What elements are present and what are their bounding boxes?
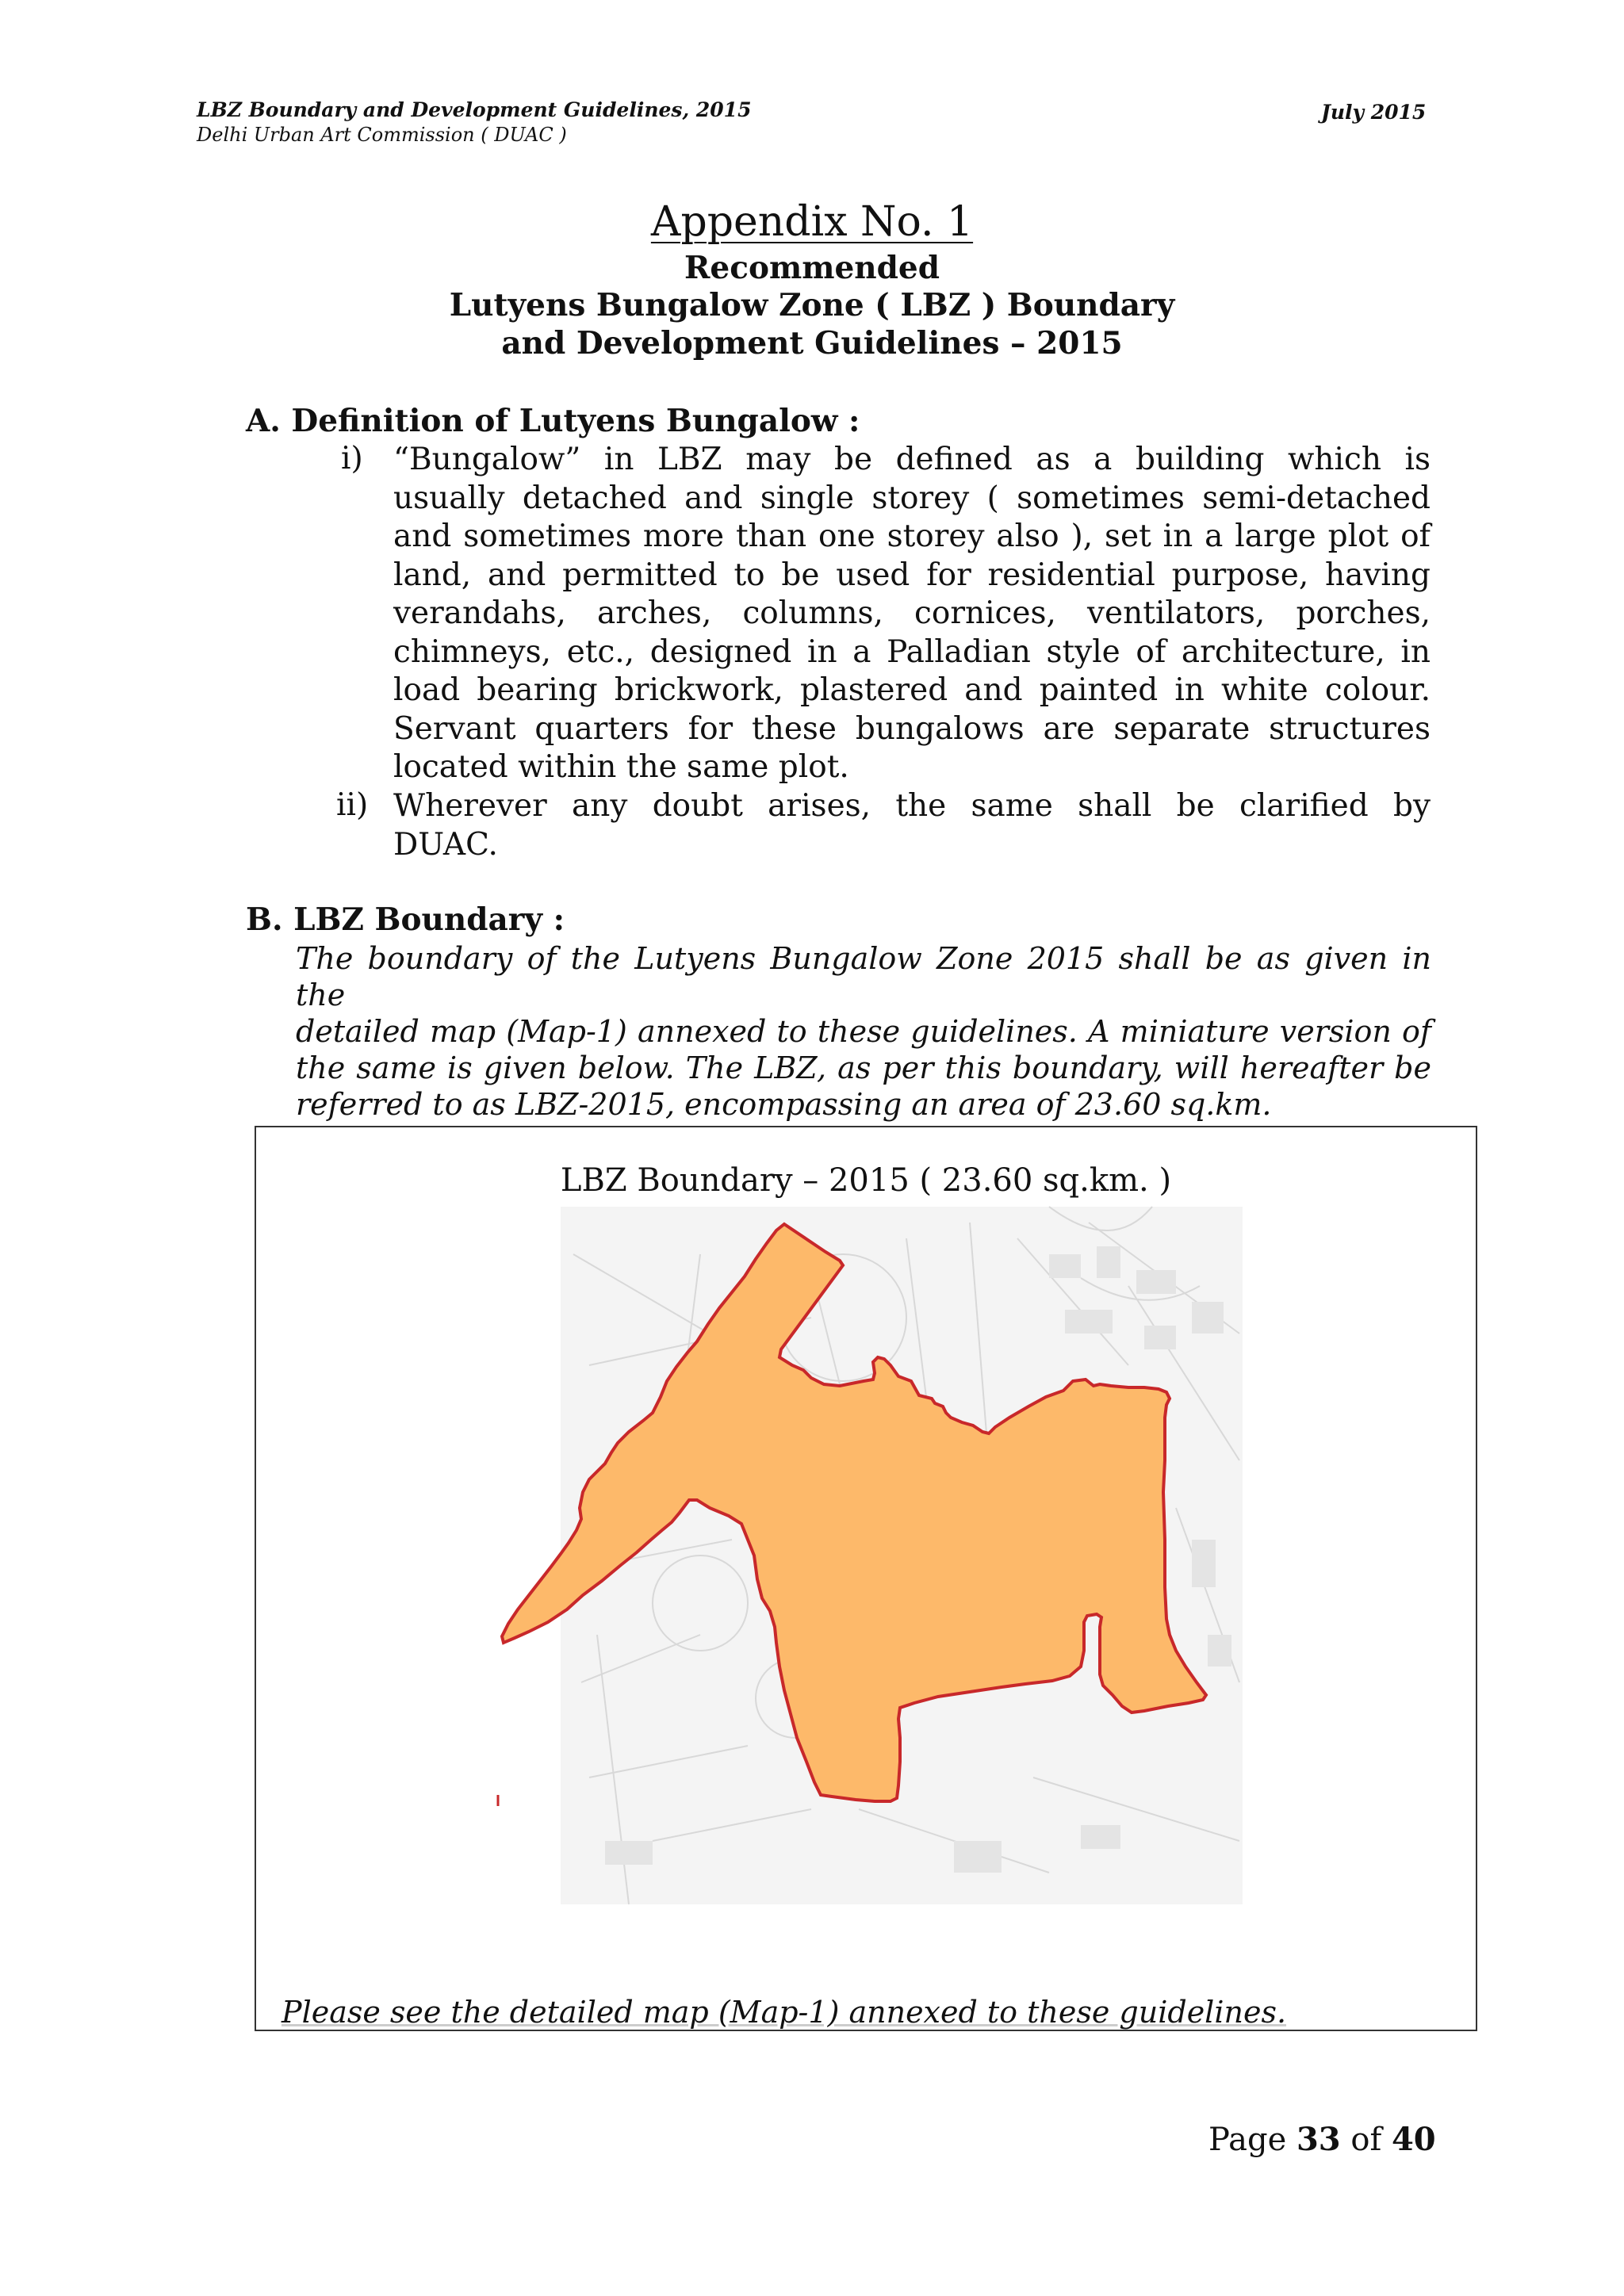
item-1-line: chimneys, etc., designed in a Palladian style of architecture, in	[393, 633, 1431, 670]
page-prefix: Page	[1208, 2122, 1297, 2158]
section-b-line: detailed map (Map-1) annexed to these guidelines. A miniature version of	[296, 1014, 1431, 1049]
item-1-line: located within the same plot.	[393, 749, 849, 785]
title-line-1: Recommended	[684, 250, 940, 286]
header-doc-title: LBZ Boundary and Development Guidelines, 2015	[197, 98, 752, 121]
item-1-line: and sometimes more than one storey also ), set in a large plot of	[393, 519, 1431, 554]
header-org: Delhi Urban Art Commission ( DUAC )	[197, 124, 567, 146]
section-b-line: The boundary of the Lutyens Bungalow Zone 2015 shall be as given in the	[296, 941, 1431, 1012]
title-line-2: Lutyens Bungalow Zone ( LBZ ) Boundary	[449, 287, 1175, 323]
item-1-line: verandahs, arches, columns, cornices, ventilators, porches,	[393, 595, 1431, 631]
section-b-paragraph	[296, 940, 1431, 1123]
map-note: Please see the detailed map (Map-1) annexed to these guidelines.	[282, 1995, 1287, 2030]
section-a-heading: A. Definition of Lutyens Bungalow :	[246, 403, 860, 439]
map-frame	[255, 1126, 1477, 2031]
section-b-line: the same is given below. The LBZ, as per this boundary, will hereafter be	[296, 1050, 1431, 1085]
page-current: 33	[1296, 2121, 1341, 2158]
map-title: LBZ Boundary – 2015 ( 23.60 sq.km. )	[560, 1162, 1172, 1199]
item-1-line: land, and permitted to be used for residential purpose, having	[393, 557, 1431, 593]
item-1-line: usually detached and single storey ( sometimes semi-detached	[393, 480, 1431, 516]
item-1-paragraph	[393, 441, 1431, 787]
item-2-paragraph	[393, 787, 1431, 864]
section-b-heading: B. LBZ Boundary :	[246, 901, 565, 938]
item-1-label: i)	[341, 441, 363, 476]
header-date: July 2015	[1321, 101, 1427, 124]
item-2-label: ii)	[336, 787, 369, 823]
title-line-3: and Development Guidelines – 2015	[501, 325, 1123, 362]
item-2-line: Wherever any doubt arises, the same shall be clarified by	[393, 788, 1431, 824]
item-2-line: DUAC.	[393, 826, 498, 863]
page-total: 40	[1391, 2121, 1436, 2158]
item-1-line: “Bungalow” in LBZ may be defined as a building which is	[393, 442, 1431, 477]
item-1-line: load bearing brickwork, plastered and painted in white colour.	[393, 672, 1431, 708]
item-1-line: Servant quarters for these bungalows are separate structures	[393, 710, 1431, 747]
page-mid: of	[1340, 2122, 1392, 2158]
lbz-map	[256, 1127, 1476, 2030]
section-b-line: referred to as LBZ-2015, encompassing an area of 23.60 sq.km.	[296, 1087, 1272, 1122]
appendix-title: Appendix No. 1	[650, 198, 974, 246]
page-number	[1208, 2121, 1436, 2158]
